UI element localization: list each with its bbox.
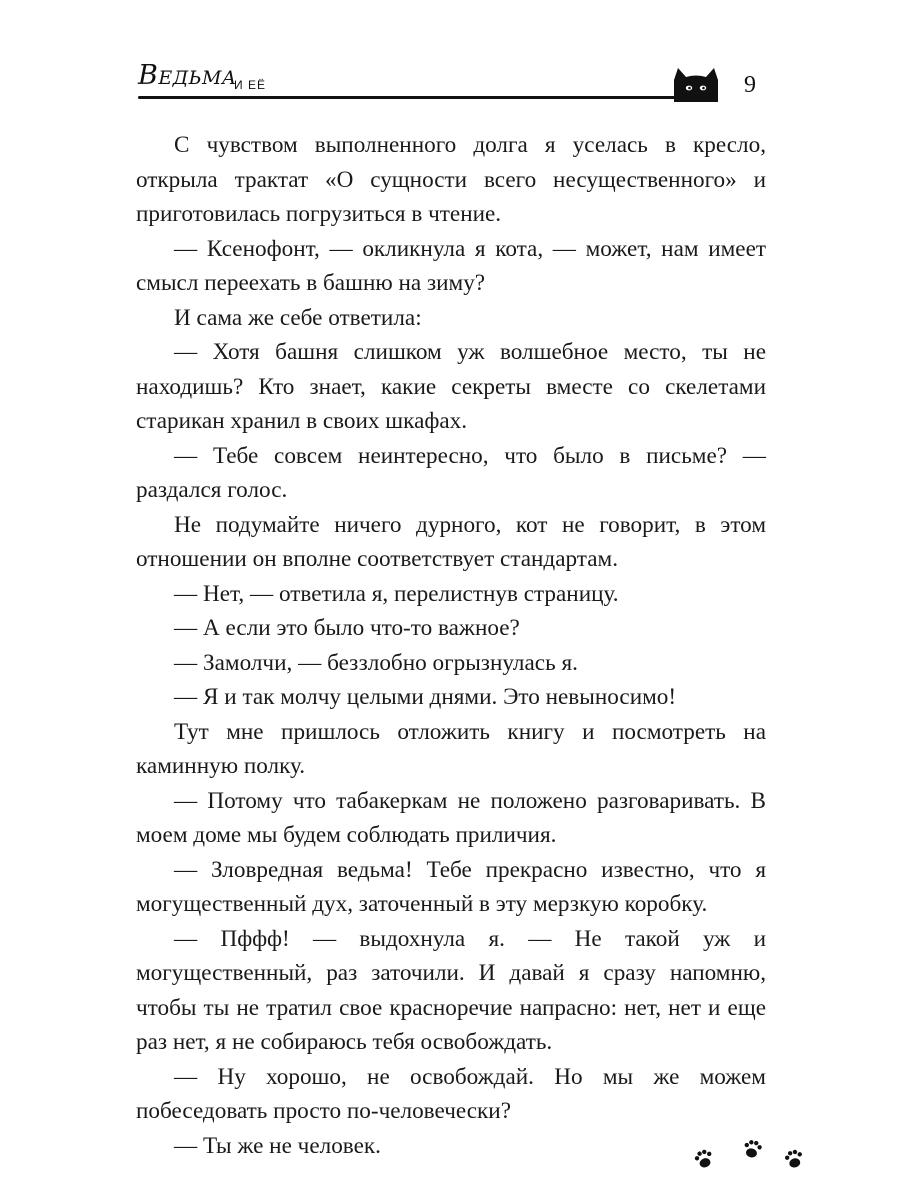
book-title-logo: Ведьма: [138, 60, 237, 91]
paragraph: — Я и так молчу целыми днями. Это невыносимо!: [174, 684, 677, 710]
paragraph: — Замолчи, — беззлобно огрызнулась я.: [174, 649, 578, 676]
paragraph: — Ну хорошо, не освобождай. Но мы же можем побеседовать просто по-человечески?: [136, 1063, 766, 1124]
paragraph: — А если это было что-то важное?: [174, 615, 520, 641]
paragraph: — Хотя башня слишком уж волшебное место, ты не находишь? Кто знает, какие секреты вместе со скелетами старикан хранил в своих шкафах.: [136, 339, 766, 434]
paragraph: И сама же себе ответила:: [174, 304, 422, 331]
paragraph: — Потому что табакеркам не положено разговаривать. В моем доме мы будем соблюдать приличия.: [136, 787, 766, 848]
paragraph: — Тебе совсем неинтересно, что было в письме? — раздался голос.: [136, 442, 766, 503]
paragraph: — Ксенофонт, — окликнула я кота, — может, нам имеет смысл переехать в башню на зиму?: [136, 235, 766, 296]
paragraph: Не подумайте ничего дурного, кот не говорит, в этом отношении он вполне соответствует стандартам.: [136, 511, 766, 572]
paragraph: — Ты же не человек.: [174, 1132, 381, 1159]
book-subtitle-logo: И ЕЁ: [234, 78, 266, 92]
paragraph: Тут мне пришлось отложить книгу и посмотреть на каминную полку.: [136, 718, 766, 779]
paragraph: — Зловредная ведьма! Тебе прекрасно известно, что я могущественный дух, заточенный в эту мерзкую коробку.: [136, 856, 766, 917]
paragraph: С чувством выполненного долга я уселась в кресло, открыла трактат «О сущности всего несущественного» и приготовилась погрузиться в чтение.: [136, 132, 766, 227]
cat-peeking-icon: [668, 66, 724, 102]
page-number: 9: [744, 72, 756, 98]
body-text: [136, 128, 766, 1163]
running-header: [138, 58, 764, 108]
paragraph: — Нет, — ответила я, перелистнув страницу.: [174, 580, 619, 607]
paw-prints-icon: [690, 1136, 810, 1176]
paragraph: — Пффф! — выдохнула я. — Не такой уж и могущественный, раз заточили. И давай я сразу напомню, чтобы ты не тратил свое красноречие напрасно: нет, нет и еще раз нет, я не собираюсь тебя освобождать.: [136, 925, 766, 1055]
header-rule: [138, 96, 686, 99]
